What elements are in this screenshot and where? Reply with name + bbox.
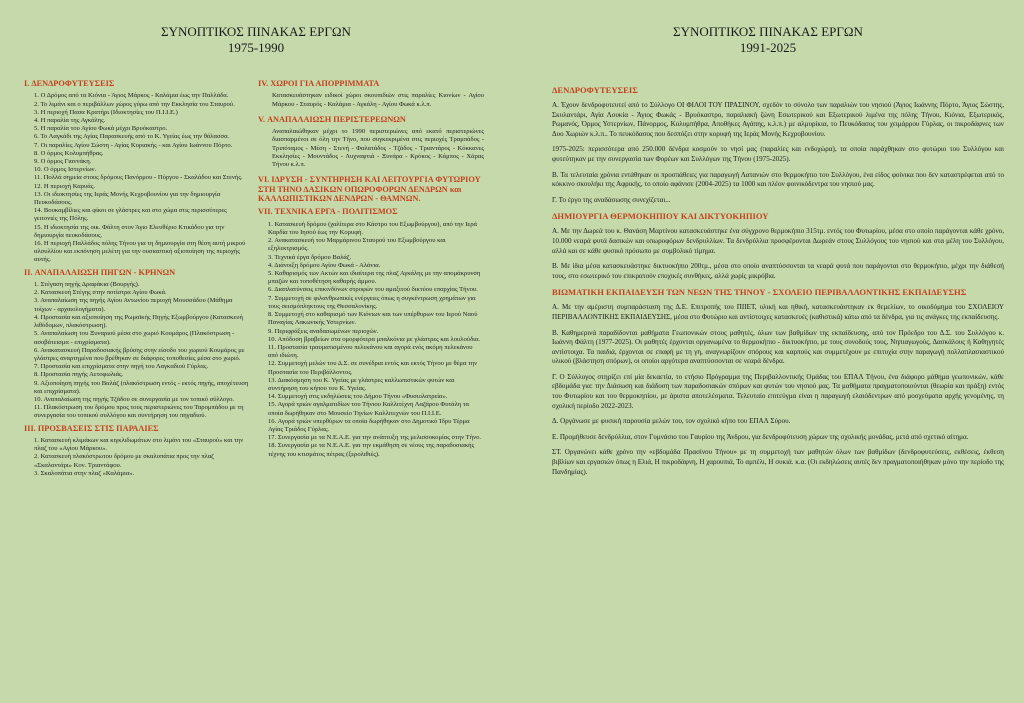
section-paragraph: Β. Τα τελευταία χρόνια εντάθηκαν οι προσπάθειες για παραγωγή Λατανιών στο θερμοκήπιο του Συλλόγου, ένα είδος φοίνικα που δεν καταστρέφεται από το κόκκινο σκουλήκι της Αφρικής, το οποίο αφάνισε (2004-2025) τα 1000 και πλέον φοινικόδεντρα του νησιού μας. [552, 170, 1004, 189]
section-heading: VII. ΤΕΧΝΙΚΑ ΕΡΓΑ - ΠΟΛΙΤΙΣΜΟΣ [258, 207, 398, 217]
list-item: 6. Ανακατασκευή Παραδοσιακής βρύσης στην είσοδο του χωριού Κουμάρος με γλάστρες αναρτημένα που βρέθηκαν σε διάφορες τοποθεσίες μέσα στο χωριό. [34, 346, 245, 362]
list-item: 2. Κατασκευή Στέγης στην ποτίστρα Αγίου Φωκά. [34, 289, 167, 297]
list-item: 5. Η παραλία του Αγίου Φωκά μέχρι Βρυόκαστρο. [34, 125, 168, 133]
list-item: 14. Βουκαμβίλιες και φίκοι σε γλάστρες και στο χώμα στις περισσότερες γειτονιές της Πόλης. [34, 207, 227, 223]
section-heading: I. ΔΕΝΔΡΟΦΥΤΕΥΣΕΙΣ [24, 79, 115, 88]
item-list [24, 437, 250, 478]
list-item: 10. Αναπαλαίωση της πηγής Τζάδου σε συνεργασία με τον τοπικό σύλλογο. [34, 395, 235, 403]
list-item: 16. Η περιοχή Παλλάδος πόλης Τήνου για τη δημιουργία στη θέση αυτή μικρού αλσυλλίου και εκπόνηση μελέτη για την ουσιαστική αξιοποίηση της περιοχής αυτής. [34, 240, 246, 264]
section-paragraph: Κατασκευάστηκαν ειδικοί χώροι σκουπιδιών στις παραλίες Κιονίων - Αγίου Μάρκου - Σταυρός - Καλάμια - Αγκάλη - Αγίου Φωκά κ.λ.π. [272, 92, 484, 108]
section [258, 115, 484, 169]
list-item: 11. Προστασία τραυματισμένου πελεκάνου και αγορά ενός ακόμη πελεκάνου από ιδιώτη. [268, 343, 473, 360]
list-item: 9. Ο όρμος Γιαννάκη. [34, 158, 92, 166]
section-heading: ΔΕΝΔΡΟΦΥΤΕΥΣΕΙΣ [552, 85, 638, 95]
list-item: 6. Διαπλατύνσεις επικινδύνων στροφών του αμαξιτού δικτύου επαρχίας Τήνου. [268, 286, 478, 294]
list-item: 9. Περιφράξεις αναδασωμένων περιοχών. [268, 327, 379, 335]
section-paragraph: Αναπαλαιώθηκαν μέχρι το 1990 περιστεριώνες από εκατό περιστεριώνες διασπαρμένοι σε όλη την Τήνο, που συγκεκριμένα στις περιοχές Τραμπάδος - Τριπόταμος - Μέση - Στενή - Φαλατάδος - Τζάδος - Τριαντάρος - Κόκκανες Εκκλησίες - Μουντάδος - Λυχναφτιά - Ξυνάρα - Κρόκος - Κάμπος - Χάρας Τήνου κ.λ.π. [272, 128, 484, 169]
section-heading: V. ΑΝΑΠΑΛΑΙΩΣΗ ΠΕΡΙΣΤΕΡΕΩΝΩΝ [258, 114, 406, 124]
right-title-line2: 1991-2025 [739, 40, 797, 55]
list-item: 8. Προστασία πηγής Αετοφωλιάς. [34, 371, 124, 379]
list-item: 18. Συνεργασία με τα Ν.Ε.Α.Ε. για την εκμάθηση σε νέους της παραδοσιακής τέχνης του κτισμάτος πέτρας (ξερολιθιές). [268, 442, 475, 458]
list-item: 13. Οι ιδιοκτησίες της Ιεράς Μονής Κεχροβουνίου για την δημιουργία Πευκοδάσους. [34, 190, 221, 207]
list-item: 4. Διάνοιξη δρόμου Αγίου Φωκά - Αλάνια. [268, 261, 381, 269]
section [258, 79, 484, 109]
left-title [0, 24, 512, 56]
list-item: 3. Σκαλοπάτια στην πλαζ «Καλάμια». [34, 469, 135, 477]
section-heading: VI. ΙΔΡΥΣΗ - ΣΥΝΤΗΡΗΣΗ ΚΑΙ ΛΕΙΤΟΥΡΓΙΑ ΦΥΤΩΡΙΟΥ ΣΤΗ ΤΗΝΟ ΔΑΣΙΚΩΝ ΟΠΩΡΟΦΟΡΩΝ ΔΕΝΔΡΩΝ και ΚΑΛΛΩΠΙΣΤΙΚΩΝ ΔΕΝΔΡΩΝ - ΘΑΜΝΩΝ. [258, 175, 481, 204]
list-item: 3. Αναπαλαίωση της πηγής Αγίου Αντωνίου περιοχή Μουσσάδου (Μάθημα τοίχων - αρχαιολογήματα). [34, 297, 233, 313]
list-item: 11. Πολλά σημεία στους δρόμους Πανόρμου - Πύργου - Σκαλάδου και Στενής. [34, 174, 243, 182]
section-paragraph: Β. Με ίδια μέσα κατασκευάστηκε δικτυοκήπιο 200τμ., μέσα στο οποίο αναπτύσσονται τα νεαρά φυτά που παράγονται στο θερμοκήπιο, μέχρι την διάθεσή τους, στο εσωτερικό του επικρατούν εποχικές συνθήκες, αλλά χωρίς μικρόβια. [552, 262, 1004, 280]
section-paragraph: Α. Με την Δωρεά του κ. Θανάση Μαρτίνου κατασκευάστηκε ένα σύγχρονο θερμοκήπιο 315τμ. εντός του Φυτωρίου, μέσα στο οποίο παράγονται κάθε χρόνο, 10.000 νεαρά φυτά δασικών και οπωροφόρων δενδρυλλίων. Τα δενδρύλλια προσφέρονται Δωρεάν στους Συλλόγους του νησιού και στα μέλη του Συλλόγου, αλλά και σε κάθε φυσικό πρόσωπο με συμβολικό τίμημα. [552, 227, 1004, 255]
list-item: 7. Συμμετοχή σε φιλανθρωπικές ενέργειες όπως η συγκέντρωση χρημάτων για τους σεισμόπληκτους της Θεσσαλονίκης. [268, 294, 476, 310]
right-title [512, 24, 1024, 56]
section-paragraph: 1975-2025: περισσότερα από 250.000 δένδρα κοσμούν το νησί μας (παραλίες και ενδοχώρα), τα οποία παράχθηκαν στο φυτώριο του Συλλόγου και φυτεύτηκαν με την συνεργασία των Φορέων και Συλλόγων της Τήνου (1975-2025). [552, 145, 1004, 163]
list-item: 17. Συνεργασία με τα Ν.Ε.Α.Ε. για την ανάπτυξη της μελισσοκομίας στην Τήνο. [268, 434, 482, 442]
list-item: 7. Οι παραλίες Αγίου Σώστη - Αγίας Κυριακής - και Αγίου Ιωάννου Πόρτο. [34, 141, 233, 149]
section [552, 211, 1004, 281]
list-item: 7. Προστασία και επιχρίσματα στην πηγή του Λαγκαδιού Γύρλας. [34, 363, 209, 371]
section-heading: ΔΗΜΙΟΥΡΓΙΑ ΘΕΡΜΟΚΗΠΙΟΥ ΚΑΙ ΔΙΚΤΥΟΚΗΠΙΟΥ [552, 211, 769, 222]
section [258, 175, 484, 203]
list-item: 3. Τεχνικά έργα δρόμου Βαλάζ. [268, 253, 352, 261]
list-item: 16. Αγορά τριών υπερθύρων τα οποία δωρήθηκαν στο Δημοτικό Ίδρυ Τέρμα Αγίας Τριάδος Γύρλας. [268, 417, 470, 433]
section [24, 79, 250, 265]
list-item: 15. Η ιδιοκτησία της οικ. Φάλτη στον Άγιο Ελευθέριο Κτικάδου για την δημιουργία πευκοδάσους. [34, 223, 225, 239]
section [24, 424, 250, 478]
section-paragraph: ΣΤ. Οργανώνει κάθε χρόνο την «εβδομάδα Πρασίνου Τήνου» με τη συμμετοχή των μαθητών όλων των βαθμίδων (δενδροφυτεύσεις, εκθέσεις, έκθεση βιβλίων και εργασιών όπως η Ελιά, Η πικροδάφνη, Η χαρουπιά, Το αμπέλι, Η συκιά. κ.α. (Οι εκδηλώσεις αυτές δεν πραγματοποιήθηκαν μόνο την περίοδο της Πανδημίας). [552, 448, 1004, 476]
list-item: 2. Το λιμάνι και ο περιβάλλων χώρος γύρω από την Εκκλησία του Σταυρού. [34, 100, 235, 108]
list-item: 5. Καθαρισμός των Ακτών και ιδιαίτερα της πλαζ Αγκάλης με την απομάκρυνση μπαζών και τοποθέτηση καθαρής άμμου. [268, 270, 481, 286]
list-item: 12. Συμμετοχή μελών του Δ.Σ. σε συνέδρια εντός και εκτός Τήνου με θέμα την Προστασία του Περιβάλλοντος. [268, 360, 478, 376]
list-item: 1. Στέγαση πηγής Δραφάκια (Βουργής). [34, 281, 140, 289]
section-heading: ΒΙΩΜΑΤΙΚΗ ΕΚΠΑΙΔΕΥΣΗ ΤΩΝ ΝΕΩΝ ΤΗΣ ΤΗΝΟΥ - ΣΧΟΛΕΙΟ ΠΕΡΙΒΑΛΛΟΝΤΙΚΗΣ ΕΚΠΑΙΔΕΥΣΗΣ [552, 287, 967, 298]
section [552, 287, 1004, 477]
section-paragraph: Α. Έχουν δενδροφυτευτεί από το Σύλλογο ΟΙ ΦΙΛΟΙ ΤΟΥ ΠΡΑΣΙΝΟΥ, σχεδόν το σύνολο των παραλιών του νησιού (Άγιος Ιωάννης Πόρτο, Άγιος Σώστης, Σκυλαντάρι, Αγία Λουκία - Άγιος Φωκάς - Βρυόκαστρο, παραλιακή ζώνη Εσωτερικού και Εξωτερικού λιμένα της πόλης Τήνου, Κιόνια, Εξωτερικός, Ρωμανός, Όρμος Υστερνίων, Πάνορμος, Κολυμπήθρα, Αποθήκες Αγάπης, κ.λ.π.) με αλμυρίκια, το Πευκόδασος του χειμάρρου Γύρλας, οι πικροδάφνες των Δυο Χωριών κ.λ.π.. Το πευκόδασος που δεσπόζει στην κορυφή της Ιεράς Μονής Κεχροβουνίου. [552, 101, 1004, 138]
section [258, 207, 484, 458]
list-item: 10. Απόδοση βραβείων στα ομορφότερα μπαλκόνια με γλάστρες και λουλούδια. [268, 335, 481, 343]
list-item: 10. Ο όρμος Ιστερνίων. [34, 166, 97, 174]
list-item: 14. Συμμετοχή στις εκδηλώσεις του Δήμου Τήνου «Φυσιολατρεία». [268, 393, 448, 401]
list-item: 4. Η παραλία της Αγκάλης. [34, 117, 106, 125]
section [552, 85, 1004, 205]
list-item: 1. Κατασκευή δρόμου (χαλίτερα στο Κάστρο του Εξωμβούργου), από την Ιερά Καρδία του Ιησού έως την Κορυφή. [268, 220, 477, 237]
right-panel [512, 0, 1024, 703]
item-list [24, 281, 250, 420]
list-item: 13. Διακόσμηση του Κ. Υγείας με γλάστρες καλλωπιστικών φυτών και συντήρηση του κήπου του Κ. Υγείας. [268, 376, 455, 392]
list-item: 12. Η περιοχή Καρυάς. [34, 182, 96, 190]
section-paragraph: Β. Καθημερινά παραδίδονται μαθήματα Γεωπονικών στους μαθητές, όλων των βαθμίδων της εκπαίδευσης, από τον Πρόεδρο του Δ.Σ. του Συλλόγου κ. Ιωάννη Φάλτη (1977-2025). Οι μαθητές έρχονται οργανωμένα το θερμοκήπιο - δικτυοκήπιο, με τους συνοδούς τους, Νηπιαγωγούς, Δασκάλους ή Καθηγητές αντίστοιχα. Τα παιδιά, έρχονται σε επαφή με τη γη, αναγνωρίζουν σπόρους και καρπούς και συμμετέχουν με επιτυχία στην παραγωγή πολλαπλασιαστικού υλικού (βλάστηση σπόρων), οι οποίοι αργότερα αναπτύσσονται σε νεαρά δένδρα. [552, 328, 1004, 366]
section-heading: IV. ΧΩΡΟΙ ΓΙΑ ΑΠΟΡΡΙΜΜΑΤΑ [258, 79, 380, 88]
list-item: 8. Ο όρμος Κολυμπήθρας. [34, 149, 104, 157]
list-item: 3. Η περιοχή Πασα Κρατήρι (Ιδιοκτησίες του Π.Ι.Ι.Ε.) [34, 108, 178, 116]
section-paragraph: Γ. Το έργο της αναδάσωσης συνεχίζεται... [552, 195, 671, 204]
list-item: 1. Ο Δρόμος από τα Κιόνια - Άγιος Μάρκος - Καλάμια έως την Παλλάδα. [34, 92, 229, 100]
list-item: 1. Κατασκευή κλιμάκων και κιγκλιδωμάτων στο λιμάνι του «Σταυρού» και την πλαζ του «Αγίου Μάρκου». [34, 436, 244, 453]
list-item: 9. Αξιοποίηση πηγής του Βαλάζ (πλακόστρωση εντός - εκτός πηγής, αποχέτευση και επιχρίσματα). [34, 379, 249, 395]
section-paragraph: Γ. Ο Σύλλογος στηρίζει επί μία δεκαετία, το ετήσιο Πρόγραμμα της Περιβαλλοντικής Ομάδας του ΕΠΑΛ Τήνου, ένα διάφορο μάθημα γεωπονικών, κάθε εβδομάδα για: την Διάσωση και διάδοση των παραδοσιακών σπόρων και φυτών του νησιού μας. Τα μαθήματα πραγματοποιούνται (θεωρία και πράξη) εντός του Φυτωρίου και του θερμοκηπίου, με άριστα αποτελέσματα. Τελευταίο επιτεύγμα είναι η παραγωγή ελαιόδεντρων από μοσχεύματα αρχής γενομένης, τη σχολική περίοδο 2022-2023. [552, 372, 1004, 410]
item-list [24, 92, 250, 264]
section [24, 268, 250, 421]
right-column [552, 79, 1004, 483]
item-list [258, 221, 484, 459]
list-item: 6. Το Λαγκάδι της Αγίας Παρασκευής από το Κ. Υγείας έως την θάλασσα. [34, 133, 230, 141]
left-column-a [24, 76, 250, 478]
section-heading: II. ΑΝΑΠΑΛΑΙΩΣΗ ΠΗΓΩΝ - ΚΡΗΝΩΝ [24, 267, 176, 277]
list-item: 4. Προστασία και αξιοποίηση της Ρωμαϊκής Πηγής Εξωμβούργου (Κατασκευή λιθόδομων, πλακόστρωση). [34, 313, 243, 330]
section-heading: III. ΠΡΟΣΒΑΣΕΙΣ ΣΤΙΣ ΠΑΡΑΛΙΕΣ [24, 423, 159, 433]
right-title-line1: ΣΥΝΟΠΤΙΚΟΣ ΠΙΝΑΚΑΣ ΕΡΓΩΝ [673, 24, 863, 39]
list-item: 11. Πλακόστρωση του δρόμου προς τους περιστεριώνες του Ταρομπάδου με τη συνεργασία του τοπικού συλλόγου και συντήρηση του πηγαδιού. [34, 404, 244, 420]
section-paragraph: Α. Με την αμέριστη συμπαράσταση της Δ.Ε. Επιτροπής του ΠΙΙΕΤ, υλική και ηθική, κατασκευάστηκαν εκ θεμελίων, το οικοδόμημα του ΣΧΟΛΕΙΟΥ ΠΕΡΙΒΑΛΛΟΝΤΙΚΗΣ ΕΚΠΑΙΔΕΥΣΗΣ, μέσα στο Φυτώριο και αντίστοιχες κατασκευές (καθιστικά) κάτω από τα δένδρα, για τις ανάγκες της εκπαίδευσης. [552, 303, 1004, 321]
list-item: 5. Αναπαλαίωση του Ξυναριού μέσα στο χωριό Κουμάρος (Πλακόστρωση - ασοβάτεισμα - επιχρίσματα). [34, 330, 235, 346]
list-item: 8. Συμμετοχή στο καθαρισμό των Κιόνιων και των υπέρθυρων του Ιερού Ναού Παναγίας Λακωνικής Υστερνίων. [268, 311, 478, 327]
left-title-line2: 1975-1990 [227, 40, 285, 55]
list-item: 2. Ανακατασκευή του Μαρμάρινου Σταυρού του Εξωμβούργου και εξηλεκτρισμός. [268, 237, 446, 253]
left-column-b [258, 76, 484, 459]
left-title-line1: ΣΥΝΟΠΤΙΚΟΣ ΠΙΝΑΚΑΣ ΕΡΓΩΝ [161, 24, 351, 39]
section-paragraph: Δ. Οργάνωσε με φυσική παρουσία μελών του, τον σχολικό κήπο του ΕΠΑΛ Σύρου. [552, 417, 791, 426]
list-item: 15. Αγορά τριών αγαλματιδίων του Τήνιου Καλλιτέχνη Λαζάρου Φυτάλη τα οποία δωρήθηκαν στο Μουσείο Τηνίων Καλλιτεχνών του Π.Ι.Ι.Ε. [268, 401, 469, 417]
list-item: 2. Κατασκευή πλακόστρωτου δρόμου με σκαλοπάτια προς την πλαζ «Σκαλαντάρι» Κον. Τριαντάφου. [34, 453, 214, 469]
section-paragraph: Ε. Προμήθευσε δενδρύλλια, στον Γυμνάσιο του Γαυρίου της Άνδρου, για δενδροφύτευση χώρων της σχολικής μονάδας, μετά από σχετικό αίτημα. [552, 432, 969, 441]
